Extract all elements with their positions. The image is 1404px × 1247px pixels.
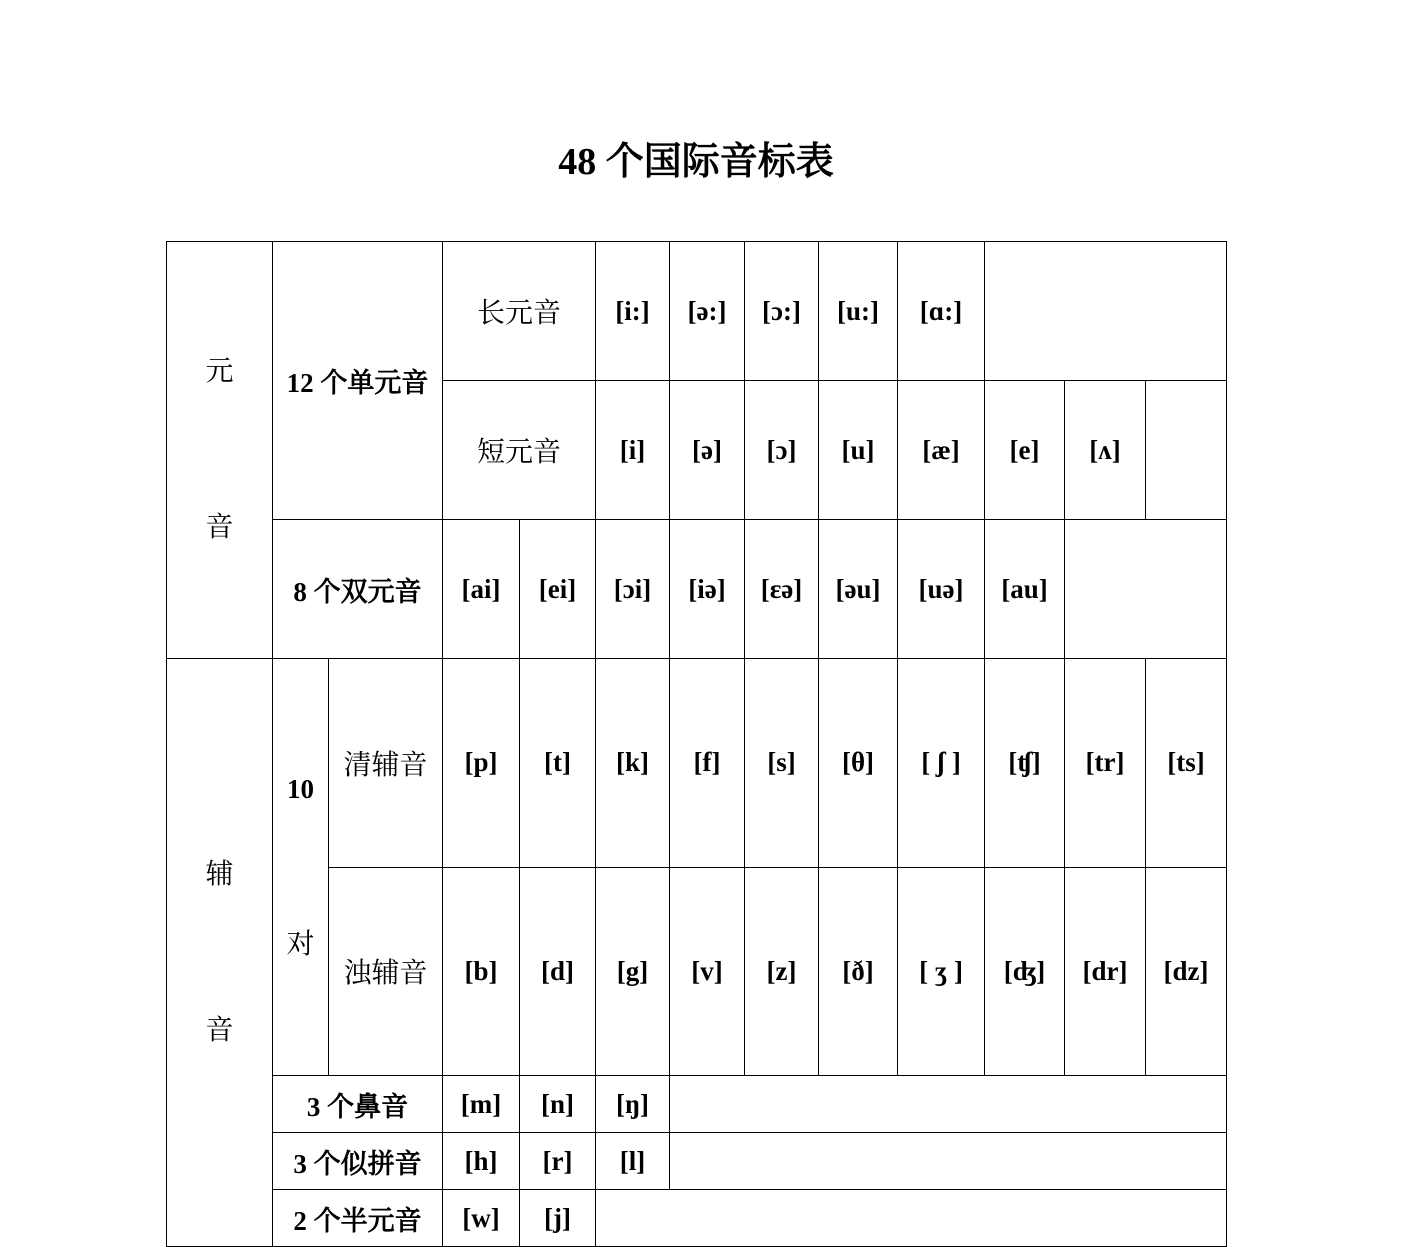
consonants-group-label [167,659,273,1247]
vowels-label-char-1: 元 [205,356,234,387]
empty-cell [670,1076,1227,1133]
symbol-cell: [iə] [670,520,745,659]
table-row-long-vowels [167,242,1227,381]
symbol-cell: [dr] [1065,867,1146,1076]
monophthongs-label: 12 个单元音 [273,242,443,520]
table-row-nasals [167,1076,1227,1133]
empty-cell [670,1133,1227,1190]
symbol-cell: [ə:] [670,242,745,381]
symbol-cell: [ei] [520,520,596,659]
empty-cell [985,242,1227,381]
symbol-cell: [m] [443,1076,520,1133]
symbol-cell: [i] [596,381,670,520]
ipa-chart-table [166,241,1227,1247]
symbol-cell: [s] [745,659,819,868]
symbol-cell: [d] [520,867,596,1076]
table-row-semivowels [167,1190,1227,1247]
symbol-cell: [ʧ] [985,659,1065,868]
symbol-cell: [i:] [596,242,670,381]
symbol-cell: [t] [520,659,596,868]
symbol-cell: [ɔ] [745,381,819,520]
symbol-cell: [ɔ:] [745,242,819,381]
symbol-cell: [æ] [898,381,985,520]
vowels-label-char-2: 音 [205,512,234,543]
symbol-cell: [uə] [898,520,985,659]
symbol-cell: [ʌ] [1065,381,1146,520]
symbol-cell: [ɔi] [596,520,670,659]
consonants-label-char-2: 音 [205,1014,234,1046]
consonants-label-char-1: 辅 [205,858,234,890]
symbol-cell: [v] [670,867,745,1076]
symbol-cell: [ai] [443,520,520,659]
empty-cell [1065,520,1227,659]
semivowels-label: 2 个半元音 [273,1190,443,1247]
voiceless-label: 清辅音 [329,659,443,868]
symbol-cell: [ts] [1146,659,1227,868]
symbol-cell: [ɑ:] [898,242,985,381]
short-vowels-label: 短元音 [443,381,596,520]
page-title: 48 个国际音标表 [558,141,834,183]
symbol-cell: [dz] [1146,867,1227,1076]
nasals-label: 3 个鼻音 [273,1076,443,1133]
pairs-label-unit: 对 [286,929,315,960]
table-row-voiceless [167,659,1227,868]
symbol-cell: [u] [819,381,898,520]
symbol-cell: [p] [443,659,520,868]
empty-cell [596,1190,1227,1247]
symbol-cell: [b] [443,867,520,1076]
symbol-cell: [n] [520,1076,596,1133]
symbol-cell: [ð] [819,867,898,1076]
symbol-cell: [ŋ] [596,1076,670,1133]
symbol-cell: [z] [745,867,819,1076]
liquids-label: 3 个似拼音 [273,1133,443,1190]
symbol-cell: [j] [520,1190,596,1247]
symbol-cell: [e] [985,381,1065,520]
symbol-cell: [g] [596,867,670,1076]
symbol-cell: [f] [670,659,745,868]
symbol-cell: [h] [443,1133,520,1190]
symbol-cell: [ə] [670,381,745,520]
symbol-cell: [u:] [819,242,898,381]
symbol-cell: [ʤ] [985,867,1065,1076]
table-row-liquids [167,1133,1227,1190]
empty-cell [1146,381,1227,520]
symbol-cell: [ɛə] [745,520,819,659]
vowels-group-label [167,242,273,659]
symbol-cell: [θ] [819,659,898,868]
symbol-cell: [tr] [1065,659,1146,868]
pairs-label [273,659,329,1076]
symbol-cell: [ ʃ ] [898,659,985,868]
symbol-cell: [w] [443,1190,520,1247]
pairs-label-number: 10 [287,774,314,804]
symbol-cell: [l] [596,1133,670,1190]
symbol-cell: [ ʒ ] [898,867,985,1076]
symbol-cell: [k] [596,659,670,868]
voiced-label: 浊辅音 [329,867,443,1076]
symbol-cell: [r] [520,1133,596,1190]
symbol-cell: [au] [985,520,1065,659]
long-vowels-label: 长元音 [443,242,596,381]
symbol-cell: [əu] [819,520,898,659]
diphthongs-label: 8 个双元音 [273,520,443,659]
table-row-diphthongs [167,520,1227,659]
